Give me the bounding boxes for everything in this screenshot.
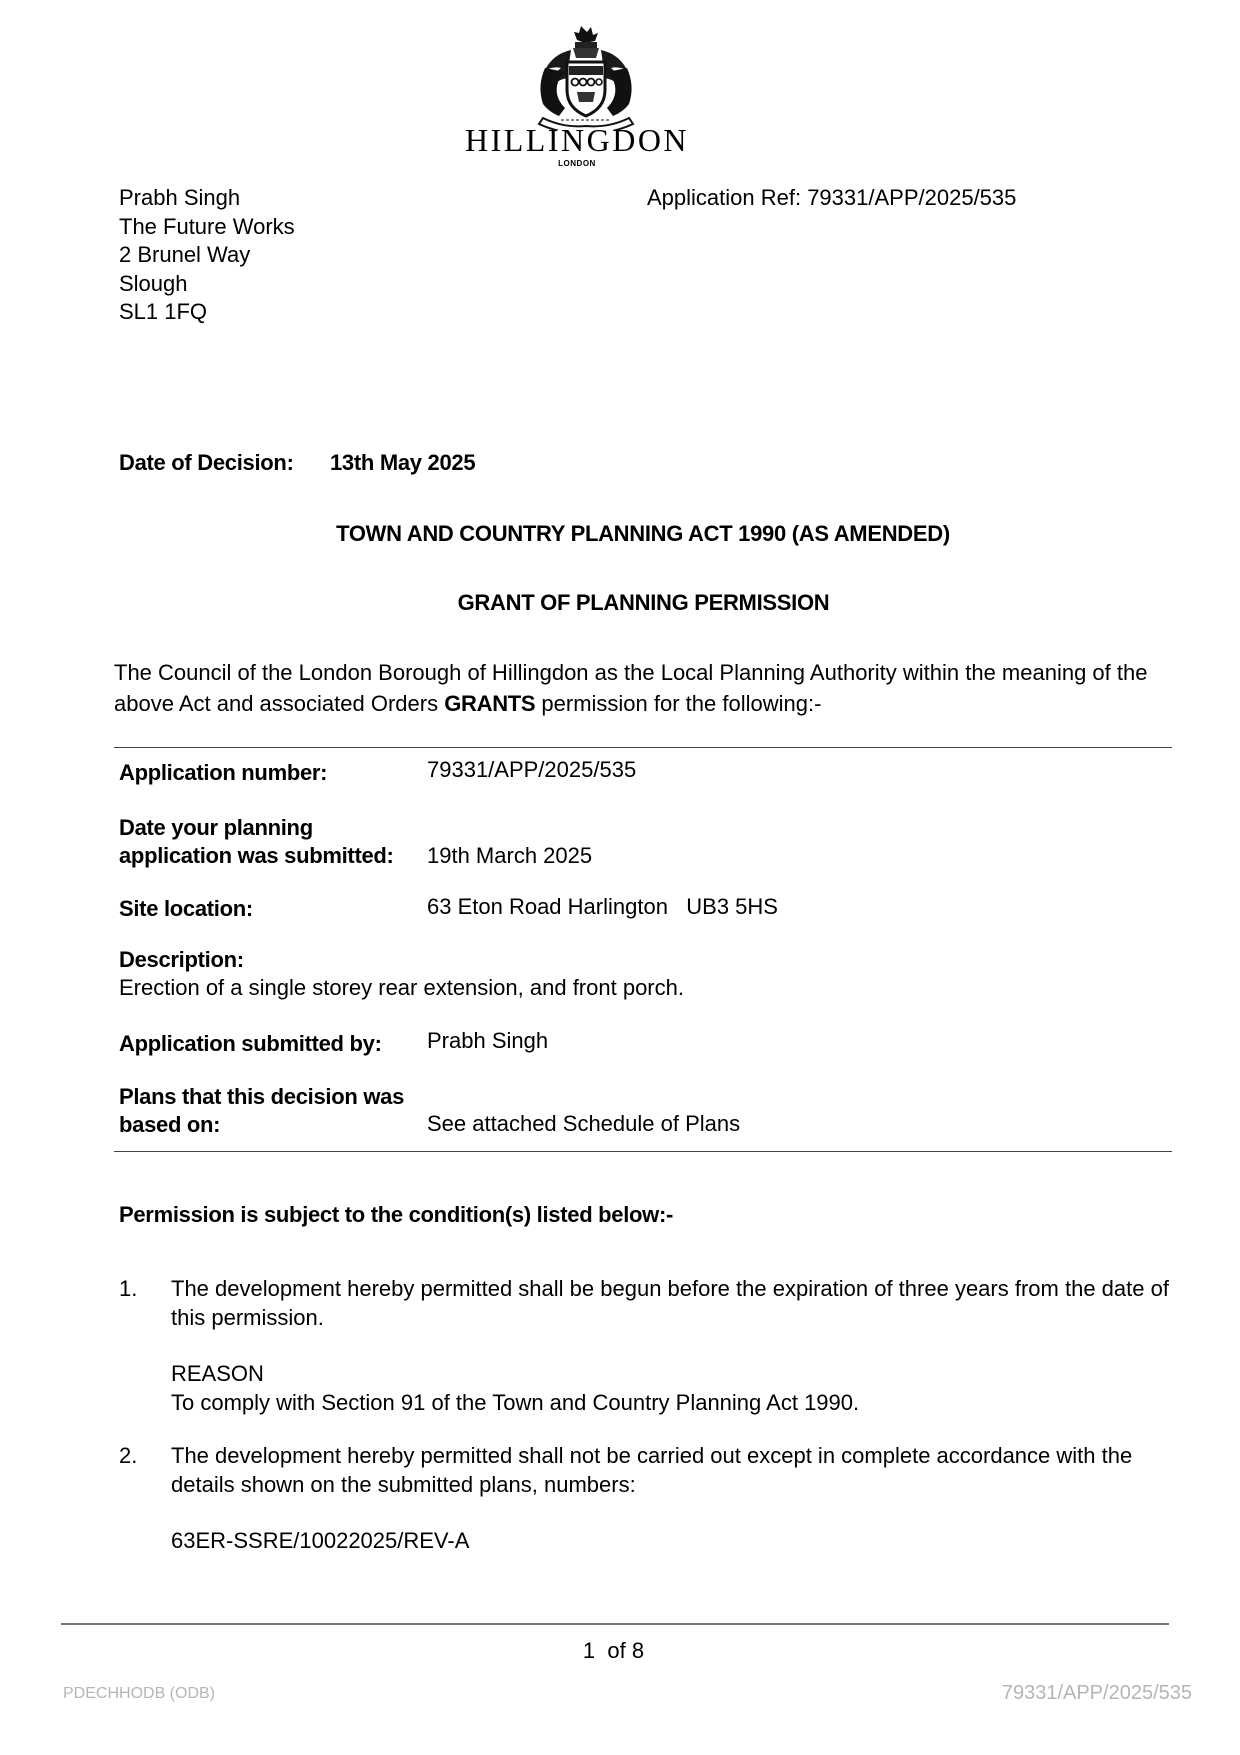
condition-1-text: The development hereby permitted shall be begun before the expiration of three years from the date of this permission. (171, 1276, 1169, 1330)
intro-grants-emphasis: GRANTS (444, 691, 536, 716)
submitted-by-label: Application submitted by: (119, 1031, 382, 1056)
site-location-label: Site location: (119, 896, 253, 921)
application-reference: Application Ref: 79331/APP/2025/535 (647, 185, 1017, 210)
condition-2-plan-number: 63ER-SSRE/10022025/REV-A (171, 1528, 470, 1553)
date-submitted-value: 19th March 2025 (427, 843, 593, 868)
submitted-by-value: Prabh Singh (427, 1028, 549, 1053)
recipient-town: Slough (119, 270, 188, 296)
recipient-address-line2: 2 Brunel Way (119, 242, 251, 268)
grant-title: GRANT OF PLANNING PERMISSION (457, 590, 830, 615)
council-wordmark: HILLINGDON (464, 122, 690, 158)
hillingdon-crest-icon (531, 24, 641, 130)
intro-paragraph (114, 657, 1174, 719)
plans-label-line1: Plans that this decision was (119, 1084, 405, 1109)
page-number: 1 of 8 (582, 1638, 645, 1663)
decision-date-value: 13th May 2025 (330, 450, 476, 475)
footer-application-reference: 79331/APP/2025/535 (1001, 1682, 1192, 1704)
date-submitted-label-line1: Date your planning (119, 815, 313, 840)
council-wordmark-subtitle: LONDON (558, 159, 596, 168)
recipient-postcode: SL1 1FQ (119, 299, 208, 325)
plans-label-line2: based on: (119, 1112, 221, 1137)
footer-divider (61, 1623, 1169, 1625)
description-label: Description: (119, 947, 244, 972)
recipient-name: Prabh Singh (119, 185, 241, 210)
recipient-address-line1: The Future Works (119, 213, 295, 239)
application-number-label: Application number: (119, 760, 328, 785)
intro-text-before: The Council of the London Borough of Hillingdon as the Local Planning Authority within the meaning of the above Act and associated Orders (114, 660, 1148, 716)
plans-value: See attached Schedule of Plans (427, 1111, 741, 1136)
condition-2-number: 2. (119, 1443, 138, 1468)
details-top-divider (114, 747, 1172, 748)
date-submitted-label-line2: application was submitted: (119, 843, 394, 868)
conditions-heading: Permission is subject to the condition(s) listed below:- (119, 1202, 674, 1227)
intro-text-after: permission for the following:- (535, 691, 822, 716)
condition-2-text: The development hereby permitted shall not be carried out except in complete accordance with the details shown on the submitted plans, numbers: (171, 1443, 1133, 1497)
decision-date-label: Date of Decision: (119, 450, 294, 475)
site-location-value: 63 Eton Road Harlington UB3 5HS (427, 894, 778, 919)
description-value: Erection of a single storey rear extension, and front porch. (119, 975, 684, 1000)
details-bottom-divider (114, 1151, 1172, 1152)
condition-1-reason-label: REASON (171, 1361, 264, 1386)
condition-1-reason-text: To comply with Section 91 of the Town and Country Planning Act 1990. (171, 1390, 860, 1415)
condition-1-number: 1. (119, 1276, 138, 1301)
act-title: TOWN AND COUNTRY PLANNING ACT 1990 (AS AMENDED) (336, 521, 950, 546)
application-number-value: 79331/APP/2025/535 (427, 757, 637, 782)
recipient-address (119, 183, 295, 326)
footer-document-code: PDECHHODB (ODB) (63, 1685, 216, 1702)
